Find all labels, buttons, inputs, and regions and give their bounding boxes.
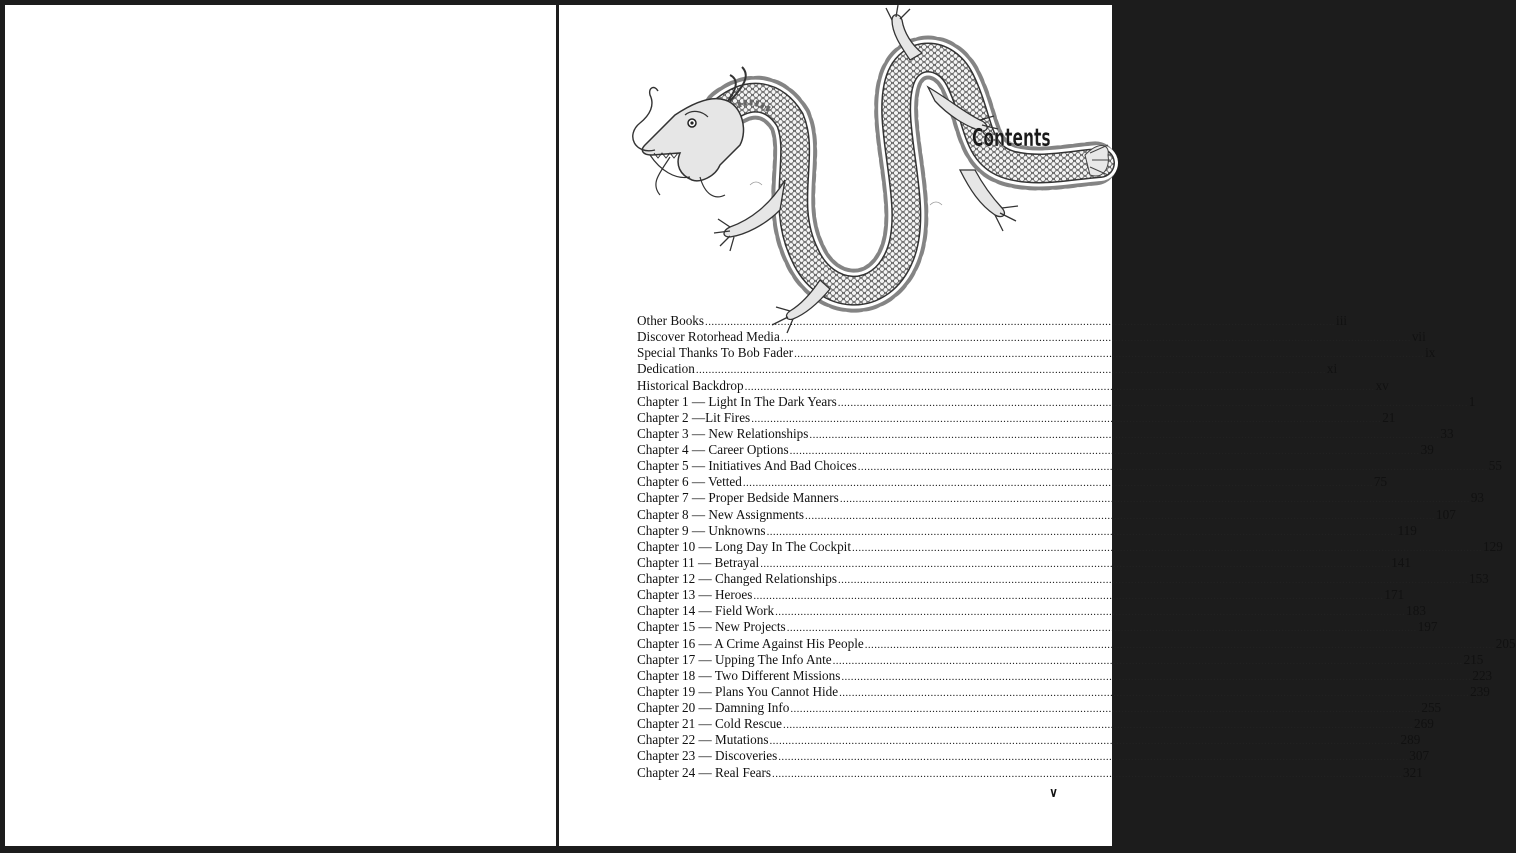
toc-entry[interactable] [637,409,1396,426]
toc-entry[interactable] [637,458,1502,474]
toc-entry-title: Chapter 16 — A Crime Against His People [637,635,864,651]
toc-entry-page: vii [1411,329,1426,345]
toc-entry-title: Chapter 24 — Real Fears [637,764,772,780]
toc-entry-page: xv [1375,377,1389,393]
toc-entry-page: 269 [1414,716,1434,732]
toc-entry-page: 289 [1400,732,1421,748]
toc-entry-title: Special Thanks To Bob Fader [637,345,794,361]
toc-entry-page: 171 [1384,587,1405,603]
dot-leader: ........................................................................................................................................................................................................ [695,364,1326,377]
toc-entry[interactable] [637,554,1411,571]
toc-entry-title: Discover Rotorhead Media [637,329,780,345]
toc-entry-title: Chapter 19 — Plans You Cannot Hide [637,683,839,699]
toc-entry-title: Chapter 21 — Cold Rescue [637,716,783,732]
toc-entry-title: Chapter 2 —Lit Fires [637,409,751,425]
toc-entry-page: 119 [1397,522,1417,538]
dot-leader: ........................................................................................................................................................................................................ [794,348,1425,361]
toc-entry-page: 239 [1470,683,1490,699]
toc-entry[interactable] [637,329,1426,345]
toc-entry-page: 93 [1470,490,1484,506]
dot-leader: ........................................................................................................................................................................................................ [772,767,1403,780]
toc-entry-title: Chapter 4 — Career Options [637,442,789,457]
toc-entry[interactable] [637,313,1348,329]
dot-leader: ........................................................................................................................................................................................................ [837,574,1468,586]
toc-entry-title: Other Books [637,313,705,328]
toc-entry-title: Chapter 5 — Initiatives And Bad Choices [637,458,857,474]
toc-entry[interactable] [637,377,1389,394]
dot-leader: ........................................................................................................................................................................................................ [780,332,1411,345]
toc-entry[interactable] [637,490,1484,506]
toc-entry[interactable] [637,587,1405,603]
toc-entry-title: Chapter 22 — Mutations [637,732,769,748]
toc-entry[interactable] [637,425,1454,442]
toc-entry-page: xi [1326,361,1338,377]
toc-entry-page: 129 [1483,538,1503,554]
contents-heading: Contents [972,123,1051,152]
toc-entry[interactable] [637,748,1430,764]
toc-entry[interactable] [637,700,1442,716]
toc-entry-page: 33 [1440,425,1454,441]
page-number: v [1050,785,1057,801]
toc-entry[interactable] [637,442,1434,458]
toc-entry[interactable] [637,474,1388,490]
toc-entry-page: 197 [1417,619,1438,635]
dot-leader: ........................................................................................................................................................................................................ [852,541,1483,554]
toc-entry-title: Historical Backdrop [637,377,744,393]
toc-entry-title: Chapter 17 — Upping The Info Ante [637,651,832,667]
toc-entry-title: Chapter 14 — Field Work [637,603,775,619]
dot-leader: ........................................................................................................................................................................................................ [775,606,1406,619]
dot-leader: ........................................................................................................................................................................................................ [839,686,1470,699]
toc-entry-page: 39 [1420,442,1434,457]
toc-entry-page: 153 [1468,571,1489,586]
toc-entry[interactable] [637,603,1426,619]
dragon-illustration [630,5,1110,340]
dot-leader: ........................................................................................................................................................................................................ [864,638,1495,651]
toc-entry[interactable] [637,361,1338,377]
toc-entry-title: Chapter 9 — Unknowns [637,522,766,538]
dot-leader: ........................................................................................................................................................................................................ [790,703,1421,715]
toc-entry-page: 1 [1468,393,1476,409]
toc-entry-title: Chapter 10 — Long Day In The Cockpit [637,538,852,554]
dot-leader: ........................................................................................................................................................................................................ [837,396,1468,409]
toc-entry[interactable] [637,764,1423,781]
toc-entry-page: 321 [1403,764,1423,780]
toc-entry-page: 183 [1406,603,1426,619]
toc-entry-title: Chapter 13 — Heroes [637,587,753,603]
toc-entry-page: iii [1336,313,1348,328]
dot-leader: ........................................................................................................................................................................................................ [766,525,1397,538]
dot-leader: ........................................................................................................................................................................................................ [857,461,1488,474]
dot-leader: ........................................................................................................................................................................................................ [778,751,1409,764]
toc-entry-page: 223 [1472,667,1493,683]
toc-entry-title: Chapter 12 — Changed Relationships [637,571,837,586]
toc-entry-title: Chapter 8 — New Assignments [637,506,805,522]
toc-entry-title: Chapter 15 — New Projects [637,619,786,635]
dot-leader: ........................................................................................................................................................................................................ [751,412,1382,425]
toc-entry-page: 141 [1391,554,1411,570]
dot-leader: ........................................................................................................................................................................................................ [742,477,1373,490]
toc-entry[interactable] [637,667,1493,684]
dot-leader: ........................................................................................................................................................................................................ [841,670,1472,683]
toc-entry-title: Chapter 20 — Damning Info [637,700,790,715]
toc-entry-title: Dedication [637,361,695,377]
toc-entry[interactable] [637,345,1436,361]
toc-entry[interactable] [637,732,1421,748]
toc-entry[interactable] [637,538,1503,555]
toc-entry-page: 205 [1495,635,1516,651]
toc-entry[interactable] [637,571,1489,587]
left-page [5,5,556,846]
toc-entry-page: 107 [1436,506,1456,522]
dot-leader: ........................................................................................................................................................................................................ [783,719,1414,732]
toc-entry-page: 75 [1373,474,1388,490]
toc-entry-title: Chapter 18 — Two Different Missions [637,667,841,683]
toc-entry-page: 307 [1409,748,1430,764]
dot-leader: ........................................................................................................................................................................................................ [805,509,1436,522]
toc-entry-title: Chapter 6 — Vetted [637,474,742,490]
dot-leader: ........................................................................................................................................................................................................ [839,493,1470,506]
toc-entry-title: Chapter 3 — New Relationships [637,425,809,441]
dot-leader: ........................................................................................................................................................................................................ [809,428,1440,441]
toc-entry[interactable] [637,635,1516,652]
dot-leader: ........................................................................................................................................................................................................ [769,735,1400,748]
dot-leader: ........................................................................................................................................................................................................ [789,445,1420,457]
toc-entry-page: ix [1425,345,1436,361]
dot-leader: ........................................................................................................................................................................................................ [786,622,1417,635]
toc-entry[interactable] [637,506,1456,523]
toc-entry[interactable] [637,522,1417,539]
toc-entry[interactable] [637,619,1438,635]
toc-entry[interactable] [637,393,1476,410]
toc-entry-page: 21 [1382,409,1396,425]
table-of-contents [637,313,1516,781]
toc-entry-title: Chapter 11 — Betrayal [637,554,760,570]
toc-entry-title: Chapter 7 — Proper Bedside Manners [637,490,839,506]
dot-leader: ........................................................................................................................................................................................................ [744,380,1375,393]
right-page [559,5,1516,846]
dot-leader: ........................................................................................................................................................................................................ [753,590,1384,603]
toc-entry[interactable] [637,683,1490,700]
toc-entry-page: 55 [1488,458,1502,474]
toc-entry[interactable] [637,651,1484,668]
toc-entry-title: Chapter 23 — Discoveries [637,748,778,764]
toc-entry-title: Chapter 1 — Light In The Dark Years [637,393,837,409]
dot-leader: ........................................................................................................................................................................................................ [832,654,1463,667]
dot-leader: ........................................................................................................................................................................................................ [760,557,1391,570]
toc-entry-page: 215 [1463,651,1484,667]
toc-entry[interactable] [637,716,1434,732]
dot-leader: ........................................................................................................................................................................................................ [705,316,1336,328]
toc-entry-page: 255 [1421,700,1442,715]
